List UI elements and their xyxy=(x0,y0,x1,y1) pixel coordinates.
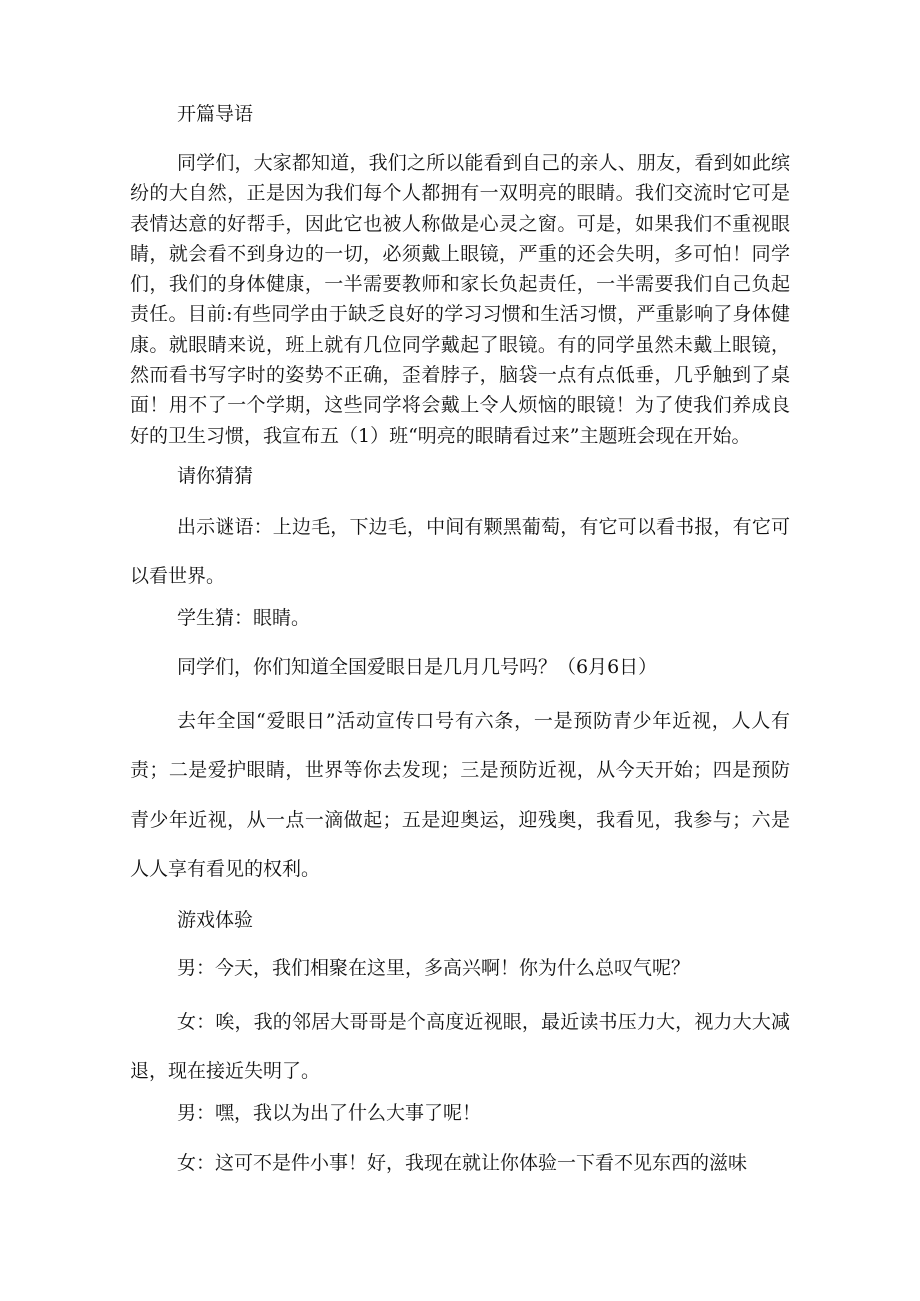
slogan-paragraph: 去年全国“爱眼日”活动宣传口号有六条，一是预防青少年近视，人人有责；二是爱护眼睛，世界等你去发现；三是预防近视，从今天开始；四是预防青少年近视，从一点一滴做起；五是迎奥运，迎残奥，我看见，我参与；六是人人享有看见的权利。 xyxy=(130,710,790,880)
dialogue-line-4: 女：这可不是件小事！好，我现在就让你体验一下看不见东西的滋味 xyxy=(177,1152,748,1174)
eye-day-question-paragraph: 同学们，你们知道全国爱眼日是几月几号吗？（6月6日） xyxy=(177,656,658,678)
dialogue-line-3: 男：嘿，我以为出了什么大事了呢！ xyxy=(177,1102,482,1124)
dialogue-line-1: 男：今天，我们相聚在这里，多高兴啊！你为什么总叹气呢？ xyxy=(177,957,691,979)
dialogue-line-2: 女：唉，我的邻居大哥哥是个高度近视眼，最近读书压力大，视力大大减退，现在接近失明了。 xyxy=(130,1011,790,1083)
section-heading-intro: 开篇导语 xyxy=(177,103,254,125)
section-heading-riddle: 请你猜猜 xyxy=(177,465,254,487)
student-guess-paragraph: 学生猜：眼睛。 xyxy=(177,607,311,629)
section-heading-game: 游戏体验 xyxy=(177,909,254,931)
intro-paragraph: 同学们，大家都知道，我们之所以能看到自己的亲人、朋友，看到如此缤纷的大自然，正是因为我们每个人都拥有一双明亮的眼睛。我们交流时它可是表情达意的好帮手，因此它也被人称做是心灵之窗。可是，如果我们不重视眼睛，就会看不到身边的一切，必须戴上眼镜，严重的还会失明，多可怕！同学们，我们的身体健康，一半需要教师和家长负起责任，一半需要我们自己负起责任。目前:有些同学由于缺乏良好的学习习惯和生活习惯，严重影响了身体健康。就眼睛来说，班上就有几位同学戴起了眼镜。有的同学虽然未戴上眼镜，然而看书写字时的姿势不正确，歪着脖子，脑袋一点有点低垂，几乎触到了桌面！用不了一个学期，这些同学将会戴上令人烦恼的眼镜！为了使我们养成良好的卫生习惯，我宣布五（1）班“明亮的眼睛看过来”主题班会现在开始。 xyxy=(130,152,790,447)
riddle-paragraph: 出示谜语：上边毛，下边毛，中间有颗黑葡萄，有它可以看书报，有它可以看世界。 xyxy=(130,516,790,588)
